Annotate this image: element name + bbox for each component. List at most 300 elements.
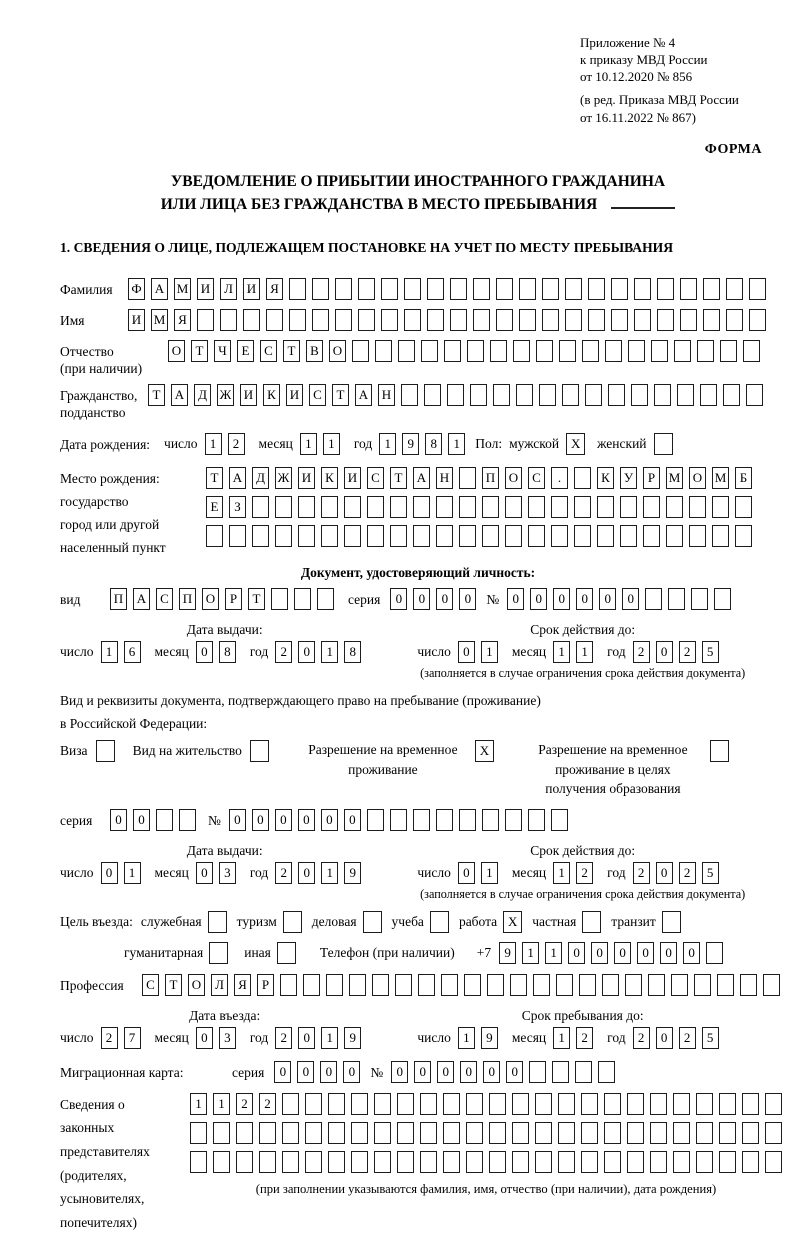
- char-cell[interactable]: .: [551, 467, 568, 489]
- char-cell[interactable]: [466, 1093, 483, 1115]
- purpose-study-checkbox[interactable]: [430, 911, 449, 933]
- char-cell[interactable]: [489, 1151, 506, 1173]
- char-cell[interactable]: Ч: [214, 340, 231, 362]
- char-cell[interactable]: 0: [507, 588, 524, 610]
- char-cell[interactable]: Ж: [217, 384, 234, 406]
- char-cell[interactable]: 2: [679, 641, 696, 663]
- char-cell[interactable]: [697, 340, 714, 362]
- temp-residence-checkbox[interactable]: X: [475, 740, 494, 762]
- char-cell[interactable]: [326, 974, 343, 996]
- char-cell[interactable]: [397, 1151, 414, 1173]
- char-cell[interactable]: 0: [437, 1061, 454, 1083]
- char-cell[interactable]: [413, 809, 430, 831]
- char-cell[interactable]: 9: [499, 942, 516, 964]
- char-cell[interactable]: [367, 496, 384, 518]
- char-cell[interactable]: 0: [614, 942, 631, 964]
- char-cell[interactable]: [666, 525, 683, 547]
- char-cell[interactable]: [643, 496, 660, 518]
- char-cell[interactable]: 0: [660, 942, 677, 964]
- char-cell[interactable]: 1: [321, 641, 338, 663]
- purpose-transit-checkbox[interactable]: [662, 911, 681, 933]
- char-cell[interactable]: [666, 496, 683, 518]
- char-cell[interactable]: Б: [735, 467, 752, 489]
- char-cell[interactable]: [700, 384, 717, 406]
- char-cell[interactable]: [305, 1093, 322, 1115]
- char-cell[interactable]: [282, 1151, 299, 1173]
- char-cell[interactable]: 1: [124, 862, 141, 884]
- purpose-work-checkbox[interactable]: X: [503, 911, 522, 933]
- char-cell[interactable]: И: [243, 278, 260, 300]
- char-cell[interactable]: З: [229, 496, 246, 518]
- char-cell[interactable]: [513, 340, 530, 362]
- char-cell[interactable]: 9: [481, 1027, 498, 1049]
- char-cell[interactable]: С: [142, 974, 159, 996]
- char-cell[interactable]: [413, 525, 430, 547]
- char-cell[interactable]: [634, 278, 651, 300]
- char-cell[interactable]: [213, 1122, 230, 1144]
- char-cell[interactable]: [496, 278, 513, 300]
- char-cell[interactable]: А: [413, 467, 430, 489]
- char-cell[interactable]: [735, 496, 752, 518]
- char-cell[interactable]: [627, 1122, 644, 1144]
- char-cell[interactable]: [740, 974, 757, 996]
- char-cell[interactable]: [312, 278, 329, 300]
- char-cell[interactable]: [489, 1093, 506, 1115]
- char-cell[interactable]: 2: [679, 862, 696, 884]
- char-cell[interactable]: [535, 1093, 552, 1115]
- char-cell[interactable]: [467, 340, 484, 362]
- char-cell[interactable]: [213, 1151, 230, 1173]
- visa-checkbox[interactable]: [96, 740, 115, 762]
- char-cell[interactable]: [441, 974, 458, 996]
- char-cell[interactable]: [259, 1151, 276, 1173]
- char-cell[interactable]: [344, 525, 361, 547]
- char-cell[interactable]: 1: [321, 1027, 338, 1049]
- char-cell[interactable]: [703, 278, 720, 300]
- char-cell[interactable]: [390, 525, 407, 547]
- char-cell[interactable]: [535, 1151, 552, 1173]
- char-cell[interactable]: [367, 525, 384, 547]
- char-cell[interactable]: [206, 525, 223, 547]
- char-cell[interactable]: 0: [391, 1061, 408, 1083]
- char-cell[interactable]: [558, 1122, 575, 1144]
- char-cell[interactable]: [436, 496, 453, 518]
- char-cell[interactable]: [552, 1061, 569, 1083]
- char-cell[interactable]: [611, 309, 628, 331]
- char-cell[interactable]: 2: [275, 641, 292, 663]
- female-checkbox[interactable]: [654, 433, 673, 455]
- char-cell[interactable]: [282, 1122, 299, 1144]
- char-cell[interactable]: [519, 309, 536, 331]
- char-cell[interactable]: [726, 309, 743, 331]
- char-cell[interactable]: [367, 809, 384, 831]
- char-cell[interactable]: [420, 1151, 437, 1173]
- char-cell[interactable]: [765, 1151, 782, 1173]
- char-cell[interactable]: [289, 309, 306, 331]
- purpose-official-checkbox[interactable]: [208, 911, 227, 933]
- char-cell[interactable]: [374, 1122, 391, 1144]
- char-cell[interactable]: [312, 309, 329, 331]
- char-cell[interactable]: [551, 525, 568, 547]
- char-cell[interactable]: [535, 1122, 552, 1144]
- char-cell[interactable]: [459, 809, 476, 831]
- char-cell[interactable]: [505, 809, 522, 831]
- char-cell[interactable]: 0: [656, 862, 673, 884]
- char-cell[interactable]: Р: [643, 467, 660, 489]
- purpose-private-checkbox[interactable]: [582, 911, 601, 933]
- char-cell[interactable]: [712, 525, 729, 547]
- char-cell[interactable]: 0: [298, 1027, 315, 1049]
- char-cell[interactable]: 2: [576, 1027, 593, 1049]
- char-cell[interactable]: [539, 384, 556, 406]
- char-cell[interactable]: С: [260, 340, 277, 362]
- char-cell[interactable]: [742, 1151, 759, 1173]
- char-cell[interactable]: [275, 496, 292, 518]
- char-cell[interactable]: 2: [236, 1093, 253, 1115]
- char-cell[interactable]: 2: [101, 1027, 118, 1049]
- char-cell[interactable]: 1: [522, 942, 539, 964]
- char-cell[interactable]: [533, 974, 550, 996]
- char-cell[interactable]: Я: [234, 974, 251, 996]
- char-cell[interactable]: [351, 1122, 368, 1144]
- char-cell[interactable]: [470, 384, 487, 406]
- char-cell[interactable]: [466, 1122, 483, 1144]
- char-cell[interactable]: И: [298, 467, 315, 489]
- char-cell[interactable]: [735, 525, 752, 547]
- char-cell[interactable]: 0: [568, 942, 585, 964]
- char-cell[interactable]: 0: [275, 809, 292, 831]
- char-cell[interactable]: 3: [219, 862, 236, 884]
- char-cell[interactable]: [542, 309, 559, 331]
- char-cell[interactable]: К: [263, 384, 280, 406]
- char-cell[interactable]: [190, 1151, 207, 1173]
- char-cell[interactable]: [558, 1093, 575, 1115]
- char-cell[interactable]: [625, 974, 642, 996]
- purpose-other-checkbox[interactable]: [277, 942, 296, 964]
- char-cell[interactable]: К: [321, 467, 338, 489]
- char-cell[interactable]: [487, 974, 504, 996]
- char-cell[interactable]: [765, 1093, 782, 1115]
- char-cell[interactable]: [671, 974, 688, 996]
- char-cell[interactable]: 0: [458, 862, 475, 884]
- char-cell[interactable]: И: [344, 467, 361, 489]
- char-cell[interactable]: С: [156, 588, 173, 610]
- char-cell[interactable]: [374, 1151, 391, 1173]
- char-cell[interactable]: [443, 1093, 460, 1115]
- char-cell[interactable]: [597, 496, 614, 518]
- char-cell[interactable]: [390, 809, 407, 831]
- char-cell[interactable]: М: [151, 309, 168, 331]
- char-cell[interactable]: У: [620, 467, 637, 489]
- char-cell[interactable]: [397, 1122, 414, 1144]
- char-cell[interactable]: [420, 1122, 437, 1144]
- char-cell[interactable]: [243, 309, 260, 331]
- char-cell[interactable]: 0: [683, 942, 700, 964]
- char-cell[interactable]: 3: [219, 1027, 236, 1049]
- char-cell[interactable]: С: [309, 384, 326, 406]
- char-cell[interactable]: О: [168, 340, 185, 362]
- char-cell[interactable]: [645, 588, 662, 610]
- char-cell[interactable]: В: [306, 340, 323, 362]
- char-cell[interactable]: [598, 1061, 615, 1083]
- char-cell[interactable]: С: [528, 467, 545, 489]
- char-cell[interactable]: [742, 1093, 759, 1115]
- char-cell[interactable]: 5: [702, 641, 719, 663]
- char-cell[interactable]: [395, 974, 412, 996]
- char-cell[interactable]: [654, 384, 671, 406]
- char-cell[interactable]: 0: [530, 588, 547, 610]
- char-cell[interactable]: [450, 309, 467, 331]
- char-cell[interactable]: [303, 974, 320, 996]
- char-cell[interactable]: [459, 525, 476, 547]
- char-cell[interactable]: [512, 1093, 529, 1115]
- char-cell[interactable]: [611, 278, 628, 300]
- char-cell[interactable]: 0: [274, 1061, 291, 1083]
- char-cell[interactable]: 1: [553, 1027, 570, 1049]
- char-cell[interactable]: 0: [297, 1061, 314, 1083]
- char-cell[interactable]: [510, 974, 527, 996]
- char-cell[interactable]: [229, 525, 246, 547]
- char-cell[interactable]: [505, 496, 522, 518]
- char-cell[interactable]: Т: [165, 974, 182, 996]
- char-cell[interactable]: Ф: [128, 278, 145, 300]
- char-cell[interactable]: А: [171, 384, 188, 406]
- char-cell[interactable]: [344, 496, 361, 518]
- char-cell[interactable]: [197, 309, 214, 331]
- char-cell[interactable]: [156, 809, 173, 831]
- char-cell[interactable]: [650, 1151, 667, 1173]
- char-cell[interactable]: [694, 974, 711, 996]
- char-cell[interactable]: [551, 496, 568, 518]
- char-cell[interactable]: [390, 496, 407, 518]
- char-cell[interactable]: [604, 1151, 621, 1173]
- char-cell[interactable]: [565, 309, 582, 331]
- char-cell[interactable]: [466, 1151, 483, 1173]
- char-cell[interactable]: [574, 467, 591, 489]
- char-cell[interactable]: А: [151, 278, 168, 300]
- char-cell[interactable]: [464, 974, 481, 996]
- char-cell[interactable]: [719, 1151, 736, 1173]
- char-cell[interactable]: [335, 309, 352, 331]
- char-cell[interactable]: 8: [219, 641, 236, 663]
- char-cell[interactable]: [574, 525, 591, 547]
- char-cell[interactable]: [381, 278, 398, 300]
- char-cell[interactable]: [696, 1122, 713, 1144]
- char-cell[interactable]: 2: [275, 1027, 292, 1049]
- char-cell[interactable]: [562, 384, 579, 406]
- char-cell[interactable]: П: [179, 588, 196, 610]
- char-cell[interactable]: 1: [321, 862, 338, 884]
- char-cell[interactable]: 1: [458, 1027, 475, 1049]
- char-cell[interactable]: Н: [378, 384, 395, 406]
- char-cell[interactable]: [558, 1151, 575, 1173]
- char-cell[interactable]: [581, 1093, 598, 1115]
- char-cell[interactable]: 1: [190, 1093, 207, 1115]
- char-cell[interactable]: 7: [124, 1027, 141, 1049]
- char-cell[interactable]: [696, 1093, 713, 1115]
- char-cell[interactable]: [401, 384, 418, 406]
- char-cell[interactable]: [493, 384, 510, 406]
- char-cell[interactable]: [252, 496, 269, 518]
- char-cell[interactable]: [444, 340, 461, 362]
- char-cell[interactable]: П: [110, 588, 127, 610]
- char-cell[interactable]: [703, 309, 720, 331]
- char-cell[interactable]: Т: [390, 467, 407, 489]
- char-cell[interactable]: [634, 309, 651, 331]
- char-cell[interactable]: 0: [110, 809, 127, 831]
- char-cell[interactable]: [190, 1122, 207, 1144]
- char-cell[interactable]: 0: [196, 862, 213, 884]
- char-cell[interactable]: Ж: [275, 467, 292, 489]
- char-cell[interactable]: П: [482, 467, 499, 489]
- char-cell[interactable]: [673, 1122, 690, 1144]
- char-cell[interactable]: 0: [343, 1061, 360, 1083]
- char-cell[interactable]: [528, 496, 545, 518]
- char-cell[interactable]: А: [133, 588, 150, 610]
- char-cell[interactable]: И: [128, 309, 145, 331]
- char-cell[interactable]: [657, 309, 674, 331]
- char-cell[interactable]: [763, 974, 780, 996]
- char-cell[interactable]: [420, 1093, 437, 1115]
- char-cell[interactable]: [565, 278, 582, 300]
- char-cell[interactable]: [726, 278, 743, 300]
- char-cell[interactable]: 0: [196, 1027, 213, 1049]
- char-cell[interactable]: 2: [633, 1027, 650, 1049]
- char-cell[interactable]: [528, 525, 545, 547]
- char-cell[interactable]: И: [197, 278, 214, 300]
- char-cell[interactable]: 5: [702, 862, 719, 884]
- char-cell[interactable]: Е: [206, 496, 223, 518]
- char-cell[interactable]: [608, 384, 625, 406]
- char-cell[interactable]: [236, 1151, 253, 1173]
- char-cell[interactable]: [179, 809, 196, 831]
- char-cell[interactable]: [473, 278, 490, 300]
- char-cell[interactable]: 0: [459, 588, 476, 610]
- char-cell[interactable]: [749, 278, 766, 300]
- char-cell[interactable]: [712, 496, 729, 518]
- char-cell[interactable]: 0: [483, 1061, 500, 1083]
- char-cell[interactable]: 2: [228, 433, 245, 455]
- char-cell[interactable]: 2: [576, 862, 593, 884]
- char-cell[interactable]: 0: [133, 809, 150, 831]
- char-cell[interactable]: 0: [101, 862, 118, 884]
- char-cell[interactable]: [236, 1122, 253, 1144]
- char-cell[interactable]: [398, 340, 415, 362]
- char-cell[interactable]: Т: [206, 467, 223, 489]
- char-cell[interactable]: [680, 309, 697, 331]
- char-cell[interactable]: 0: [321, 809, 338, 831]
- char-cell[interactable]: 1: [481, 862, 498, 884]
- char-cell[interactable]: [351, 1093, 368, 1115]
- char-cell[interactable]: 0: [344, 809, 361, 831]
- purpose-business-checkbox[interactable]: [363, 911, 382, 933]
- char-cell[interactable]: [717, 974, 734, 996]
- char-cell[interactable]: 1: [576, 641, 593, 663]
- char-cell[interactable]: [696, 1151, 713, 1173]
- char-cell[interactable]: [482, 809, 499, 831]
- char-cell[interactable]: И: [286, 384, 303, 406]
- char-cell[interactable]: [714, 588, 731, 610]
- char-cell[interactable]: [404, 309, 421, 331]
- char-cell[interactable]: 5: [702, 1027, 719, 1049]
- char-cell[interactable]: 1: [481, 641, 498, 663]
- char-cell[interactable]: [459, 467, 476, 489]
- char-cell[interactable]: Л: [220, 278, 237, 300]
- char-cell[interactable]: [271, 588, 288, 610]
- char-cell[interactable]: [574, 496, 591, 518]
- char-cell[interactable]: [505, 525, 522, 547]
- char-cell[interactable]: 1: [553, 641, 570, 663]
- char-cell[interactable]: [424, 384, 441, 406]
- char-cell[interactable]: Я: [266, 278, 283, 300]
- char-cell[interactable]: [742, 1122, 759, 1144]
- char-cell[interactable]: 8: [425, 433, 442, 455]
- char-cell[interactable]: [627, 1093, 644, 1115]
- char-cell[interactable]: А: [355, 384, 372, 406]
- char-cell[interactable]: [298, 496, 315, 518]
- char-cell[interactable]: [349, 974, 366, 996]
- char-cell[interactable]: [298, 525, 315, 547]
- char-cell[interactable]: [352, 340, 369, 362]
- char-cell[interactable]: [381, 309, 398, 331]
- char-cell[interactable]: [604, 1093, 621, 1115]
- char-cell[interactable]: [668, 588, 685, 610]
- char-cell[interactable]: О: [188, 974, 205, 996]
- char-cell[interactable]: [335, 278, 352, 300]
- char-cell[interactable]: С: [367, 467, 384, 489]
- char-cell[interactable]: 1: [323, 433, 340, 455]
- char-cell[interactable]: [450, 278, 467, 300]
- char-cell[interactable]: [689, 496, 706, 518]
- char-cell[interactable]: 9: [402, 433, 419, 455]
- char-cell[interactable]: [628, 340, 645, 362]
- char-cell[interactable]: [650, 1093, 667, 1115]
- char-cell[interactable]: [305, 1122, 322, 1144]
- char-cell[interactable]: [597, 525, 614, 547]
- char-cell[interactable]: 0: [252, 809, 269, 831]
- char-cell[interactable]: Л: [211, 974, 228, 996]
- char-cell[interactable]: 0: [298, 862, 315, 884]
- char-cell[interactable]: [436, 809, 453, 831]
- char-cell[interactable]: [280, 974, 297, 996]
- char-cell[interactable]: [482, 525, 499, 547]
- char-cell[interactable]: 0: [196, 641, 213, 663]
- char-cell[interactable]: [706, 942, 723, 964]
- char-cell[interactable]: 0: [390, 588, 407, 610]
- char-cell[interactable]: [289, 278, 306, 300]
- char-cell[interactable]: [677, 384, 694, 406]
- char-cell[interactable]: [689, 525, 706, 547]
- char-cell[interactable]: [528, 809, 545, 831]
- char-cell[interactable]: [673, 1151, 690, 1173]
- char-cell[interactable]: [519, 278, 536, 300]
- char-cell[interactable]: [447, 384, 464, 406]
- char-cell[interactable]: [443, 1122, 460, 1144]
- char-cell[interactable]: [418, 974, 435, 996]
- char-cell[interactable]: [427, 309, 444, 331]
- char-cell[interactable]: [588, 278, 605, 300]
- char-cell[interactable]: [542, 278, 559, 300]
- char-cell[interactable]: 2: [633, 862, 650, 884]
- char-cell[interactable]: А: [229, 467, 246, 489]
- char-cell[interactable]: 0: [599, 588, 616, 610]
- char-cell[interactable]: [358, 309, 375, 331]
- char-cell[interactable]: [588, 309, 605, 331]
- char-cell[interactable]: [650, 1122, 667, 1144]
- char-cell[interactable]: М: [174, 278, 191, 300]
- char-cell[interactable]: [443, 1151, 460, 1173]
- residence-permit-checkbox[interactable]: [250, 740, 269, 762]
